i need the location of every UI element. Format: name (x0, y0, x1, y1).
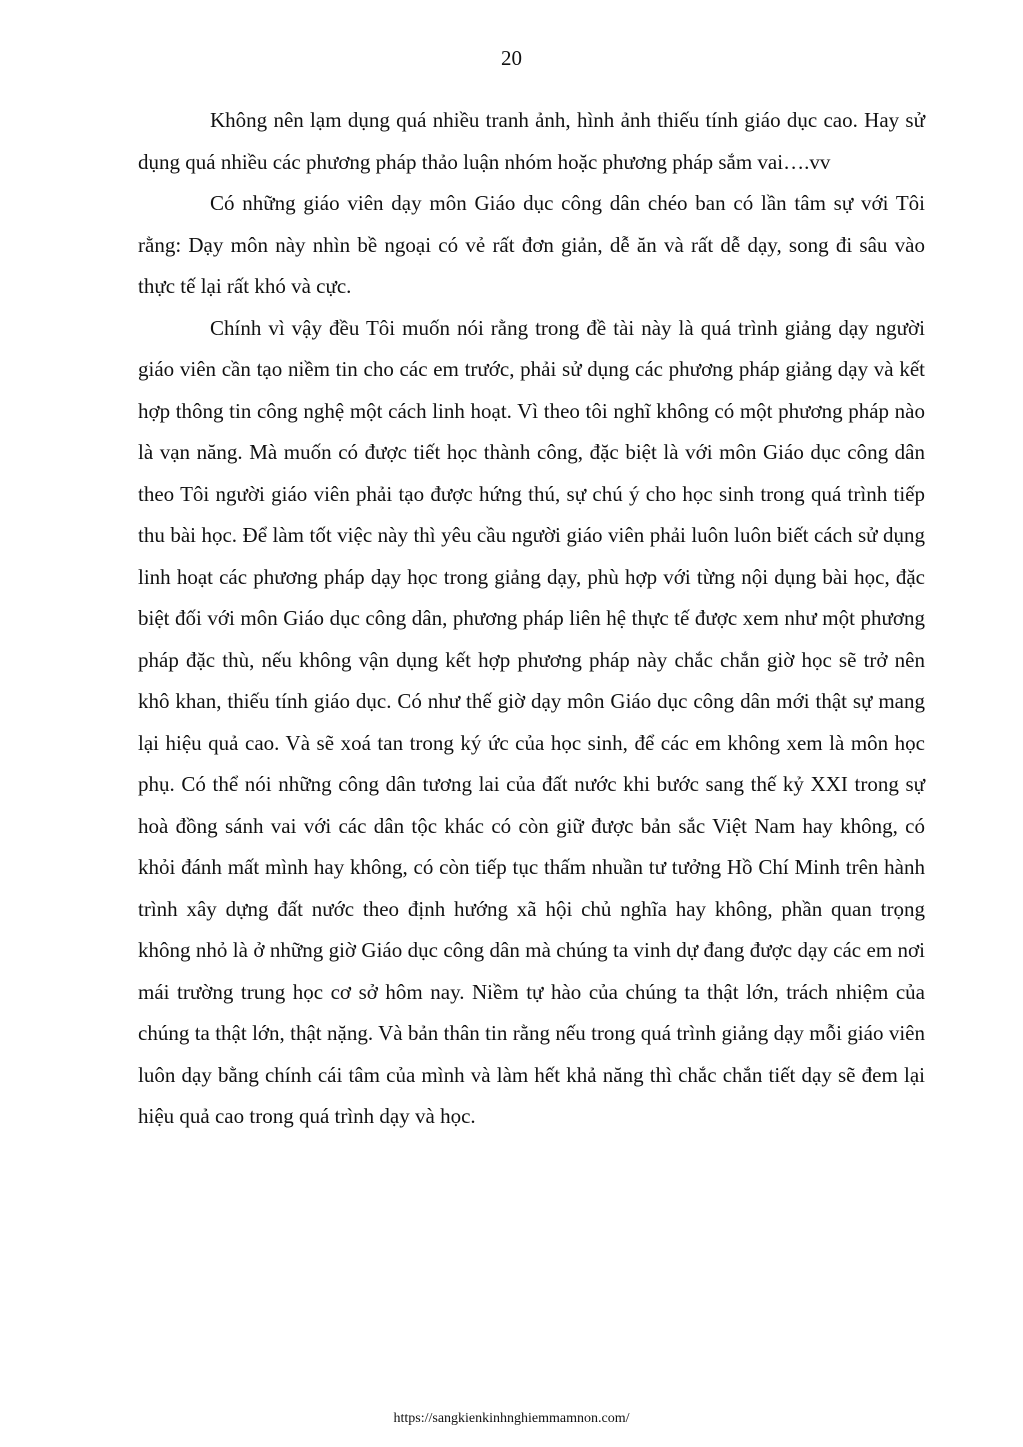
page-number: 20 (501, 46, 522, 70)
footer-url: https://sangkienkinhnghiemmamnon.com/ (393, 1411, 630, 1426)
paragraph-2: Có những giáo viên dạy môn Giáo dục công dân chéo ban có lần tâm sự với Tôi rằng: Dạy môn này nhìn bề ngoại có vẻ rất đơn giản, dễ ăn và rất dễ dạy, song đi sâu vào thực tế lại rất khó và cực. (138, 191, 925, 298)
paragraph-3: Chính vì vậy đều Tôi muốn nói rằng trong đề tài này là quá trình giảng dạy người giáo viên cần tạo niềm tin cho các em trước, phải sử dụng các phương pháp giảng dạy và kết hợp thông tin công nghệ một cách linh hoạt. Vì theo tôi nghĩ không có một phương pháp nào là vạn năng. Mà muốn có được tiết học thành công, đặc biệt là với môn Giáo dục công dân theo Tôi người giáo viên phải tạo được hứng thú, sự chú ý cho học sinh trong quá trình tiếp thu bài học. Để làm tốt việc này thì yêu cầu người giáo viên phải luôn luôn biết cách sử dụng linh hoạt các phương pháp dạy học trong giảng dạy, phù hợp với từng nội dụng bài học, đặc biệt đối với môn Giáo dục công dân, phương pháp liên hệ thực tế được xem như một phương pháp đặc thù, nếu không vận dụng kết hợp phương pháp này chắc chắn giờ học sẽ trở nên khô khan, thiếu tính giáo dục. Có như thế giờ dạy môn Giáo dục công dân mới thật sự mang lại hiệu quả cao. Và sẽ xoá tan trong ký ức của học sinh, để các em không xem là môn học phụ. Có thể nói những công dân tương lai của đất nước khi bước sang thế kỷ XXI trong sự hoà đồng sánh vai với các dân tộc khác có còn giữ được bản sắc Việt Nam hay không, có khỏi đánh mất mình hay không, có còn tiếp tục thấm nhuần tư tưởng Hồ Chí Minh trên hành trình xây dựng đất nước theo định hướng xã hội chủ nghĩa hay không, phần quan trọng không nhỏ là ở những giờ Giáo dục công dân mà chúng ta vinh dự đang được dạy các em nơi mái trường trung học cơ sở hôm nay. Niềm tự hào của chúng ta thật lớn, trách nhiệm của chúng ta thật lớn, thật nặng. Và bản thân tin rằng nếu trong quá trình giảng dạy mỗi giáo viên luôn dạy bằng chính cái tâm của mình và làm hết khả năng thì chắc chắn tiết dạy sẽ đem lại hiệu quả cao trong quá trình dạy và học. (138, 315, 925, 1128)
paragraph-1: Không nên lạm dụng quá nhiều tranh ảnh, hình ảnh thiếu tính giáo dục cao. Hay sử dụng quá nhiều các phương pháp thảo luận nhóm hoặc phương pháp sắm vai….vv (138, 108, 925, 174)
document-body (138, 100, 925, 1138)
